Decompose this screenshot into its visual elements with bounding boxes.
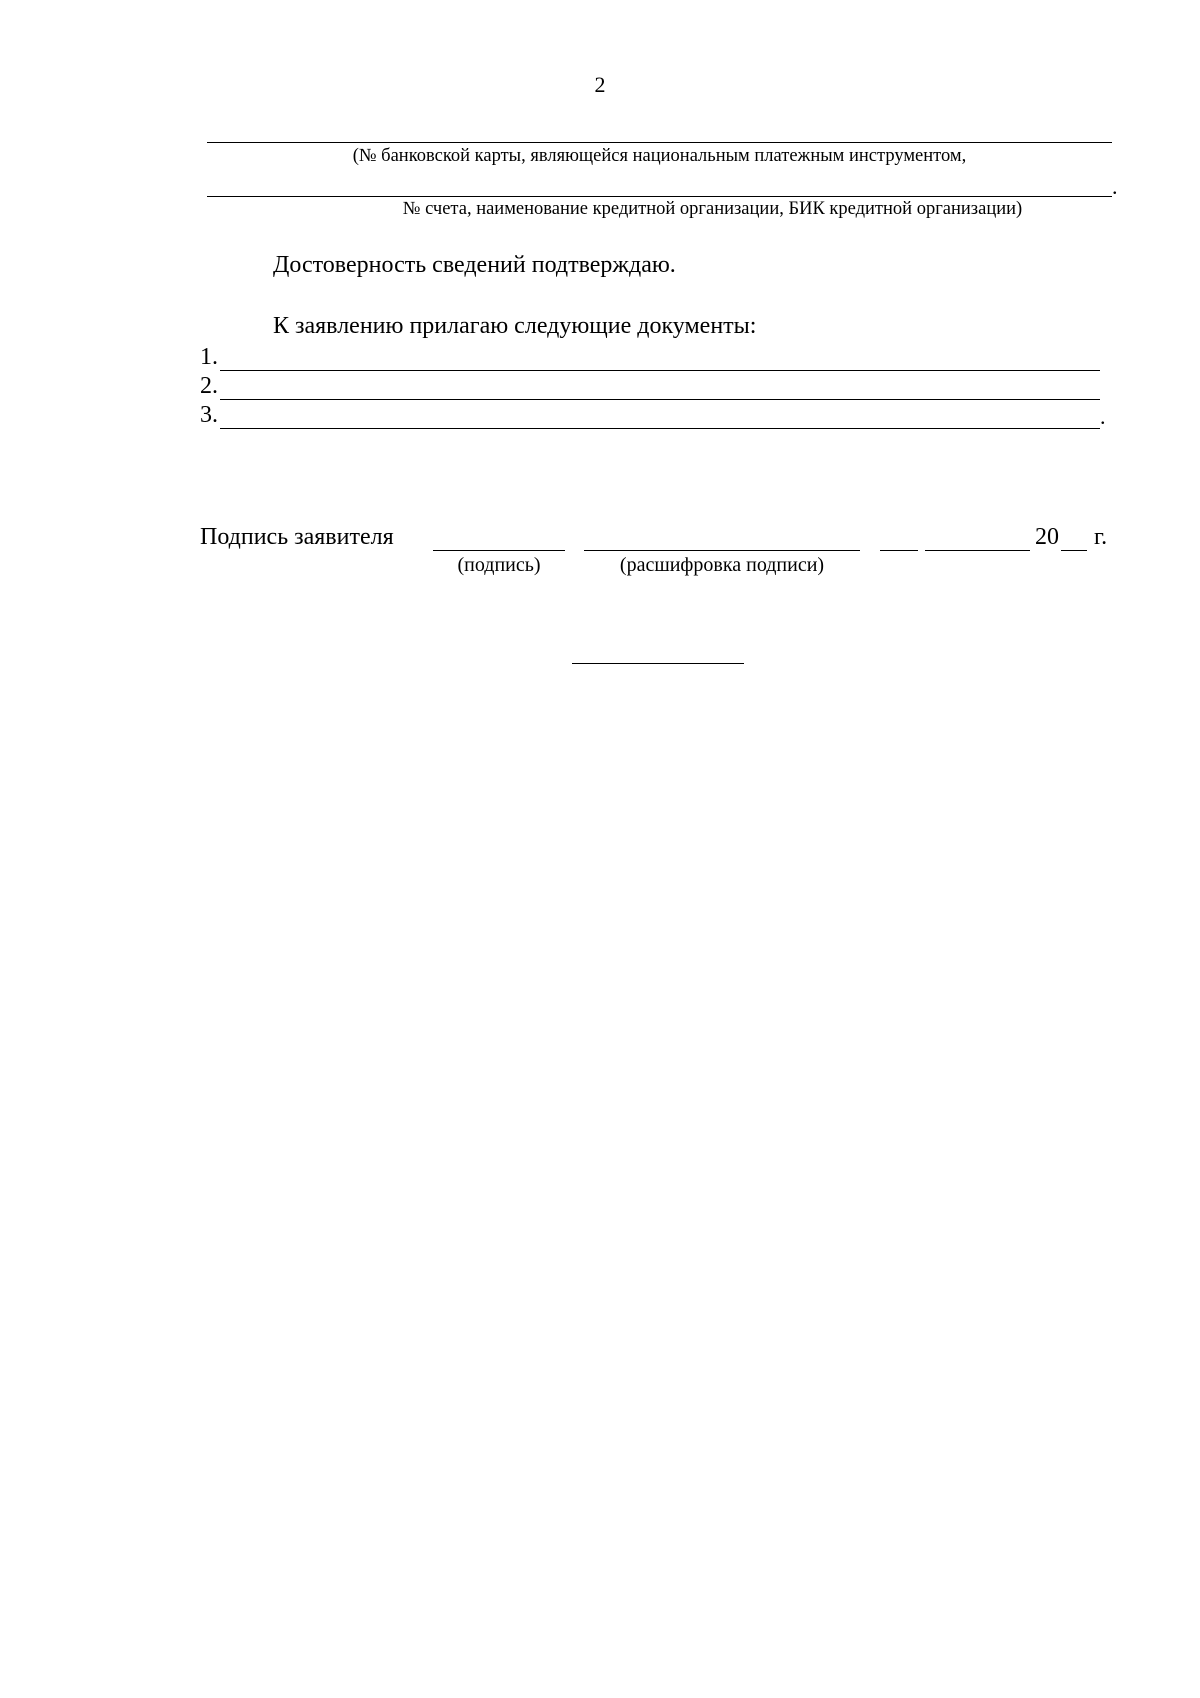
date-day-line[interactable] — [880, 550, 918, 551]
date-month-line[interactable] — [925, 550, 1030, 551]
bank-account-caption: № счета, наименование кредитной организации, БИК кредитной организации) — [402, 199, 1023, 219]
signature-label: Подпись заявителя — [200, 524, 394, 550]
confirmation-statement: Достоверность сведений подтверждаю. — [273, 252, 676, 278]
date-year-prefix: 20 — [1035, 524, 1059, 550]
document-end-separator — [572, 663, 744, 664]
bank-card-field-line[interactable] — [207, 142, 1112, 143]
date-year-suffix: г. — [1094, 524, 1108, 550]
attachment-item-number: 1. — [200, 344, 218, 370]
date-year-line[interactable] — [1061, 550, 1087, 551]
attachment-line-1[interactable] — [220, 370, 1100, 371]
attachment-item-number: 3. — [200, 402, 218, 428]
attachments-intro: К заявлению прилагаю следующие документы: — [273, 313, 757, 339]
bank-card-caption: (№ банковской карты, являющейся национальным платежным инструментом, — [352, 146, 967, 166]
signature-line[interactable] — [433, 550, 565, 551]
attachment-line-2[interactable] — [220, 399, 1100, 400]
bank-account-end-mark: . — [1112, 174, 1118, 199]
attachments-end-mark: . — [1100, 404, 1106, 429]
attachment-line-3[interactable] — [220, 428, 1100, 429]
bank-account-field-line[interactable] — [207, 196, 1112, 197]
attachment-item-number: 2. — [200, 373, 218, 399]
signature-caption: (подпись) — [457, 554, 541, 576]
page-number: 2 — [594, 72, 606, 97]
signature-decryption-caption: (расшифровка подписи) — [619, 554, 825, 576]
signature-decryption-line[interactable] — [584, 550, 860, 551]
